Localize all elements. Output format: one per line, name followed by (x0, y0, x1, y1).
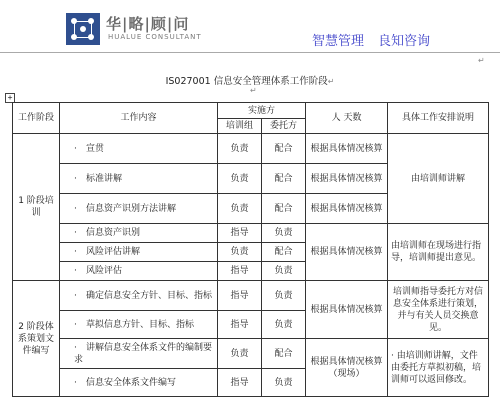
client-role: 配合 (262, 194, 306, 224)
mandays-value: 根据具体情况核算 (306, 194, 388, 224)
client-role: 负责 (262, 262, 306, 281)
bullet: · (74, 290, 77, 301)
trainer-role: 指导 (218, 224, 262, 243)
client-role: 配合 (262, 164, 306, 194)
table-row-content (60, 262, 218, 281)
trainer-role: 负责 (218, 194, 262, 224)
header-content: 工作内容 (60, 103, 218, 134)
mandays-value: 根据具体情况核算 (306, 134, 388, 164)
slogan (312, 30, 444, 49)
client-role: 负责 (262, 311, 306, 339)
bullet: · (74, 143, 77, 154)
header-notes: 具体工作安排说明 (388, 103, 489, 134)
content-text: 信息资产识别 (86, 228, 141, 238)
brand-name-chinese: 华|略|顾|问 (106, 15, 190, 33)
company-logo-icon (66, 13, 100, 45)
bullet: · (74, 342, 77, 353)
stage-1-name: 1 阶段培训 (13, 134, 60, 281)
table-row-content (60, 369, 218, 397)
trainer-role: 指导 (218, 262, 262, 281)
mandays-value: 根据具体情况核算 (306, 164, 388, 194)
bullet: · (74, 319, 77, 330)
client-role: 配合 (262, 243, 306, 262)
client-role: 负责 (262, 369, 306, 397)
content-text: 讲解信息安全体系文件的编制要求 (74, 342, 213, 365)
table-row-content (60, 134, 218, 164)
mandays-value: 根据具体情况核算 (306, 224, 388, 281)
paragraph-mark: ↵ (327, 77, 335, 86)
table-row-content (60, 311, 218, 339)
slogan-conscience-consulting: 良知咨询 (378, 34, 431, 49)
content-text: 风险评估 (86, 266, 123, 276)
bullet: · (74, 203, 77, 214)
trainer-role: 负责 (218, 164, 262, 194)
page-header (0, 0, 500, 52)
header-executor: 实施方 (218, 103, 306, 119)
header-divider (0, 52, 500, 53)
trainer-role: 负责 (218, 134, 262, 164)
trainer-role: 负责 (218, 243, 262, 262)
header-trainer: 培训组 (218, 119, 262, 134)
content-text: 宣贯 (86, 143, 105, 154)
content-text: 信息资产识别方法讲解 (86, 203, 177, 214)
bullet: · (74, 266, 77, 276)
work-stage-table (12, 102, 489, 397)
notes-value: 由培训师讲解 (388, 134, 489, 224)
notes-value: · 由培训师讲解，文件由委托方草拟初稿，培训师可以返回修改。 (388, 339, 489, 397)
stage-2-name: 2 阶段体系策划文件编写 (13, 281, 60, 397)
trainer-role: 指导 (218, 311, 262, 339)
table-row-content (60, 194, 218, 224)
content-text: 草拟信息方针、目标、指标 (86, 319, 195, 330)
content-text: 确定信息安全方针、目标、指标 (86, 290, 213, 301)
content-text: 信息安全体系文件编写 (86, 377, 177, 388)
trainer-role: 负责 (218, 339, 262, 369)
paragraph-mark: ↵ (478, 56, 485, 65)
bullet: · (74, 228, 77, 238)
brand-name-english: HUALUE CONSULTANT (108, 33, 202, 41)
client-role: 负责 (262, 224, 306, 243)
table-row-content (60, 224, 218, 243)
trainer-role: 指导 (218, 369, 262, 397)
table-row-content (60, 339, 218, 369)
notes-value: 由培训师在现场进行指导，培训师提出意见。 (388, 224, 489, 281)
document-title-text: IS027001 信息安全管理体系工作阶段 (165, 76, 328, 87)
client-role: 配合 (262, 339, 306, 369)
client-role: 配合 (262, 134, 306, 164)
header-stage: 工作阶段 (13, 103, 60, 134)
client-role: 负责 (262, 281, 306, 311)
bullet: · (74, 377, 77, 388)
bullet: · (74, 247, 77, 257)
content-text: 标准讲解 (86, 173, 123, 184)
trainer-role: 指导 (218, 281, 262, 311)
mandays-value: 根据具体情况核算（现场） (306, 339, 388, 397)
table-row-content (60, 281, 218, 311)
header-mandays: 人 天数 (306, 103, 388, 134)
content-text: 风险评估讲解 (86, 247, 141, 257)
document-title (0, 73, 500, 87)
header-client: 委托方 (262, 119, 306, 134)
paragraph-mark: ↵ (250, 86, 257, 95)
slogan-wisdom-management: 智慧管理 (312, 34, 365, 49)
bullet: · (74, 173, 77, 184)
notes-value: 培训师指导委托方对信息安全体系进行策划，并与有关人员交换意见。 (388, 281, 489, 339)
table-move-handle[interactable]: + (5, 93, 15, 103)
table-row-content (60, 243, 218, 262)
mandays-value: 根据具体情况核算 (306, 281, 388, 339)
table-row-content (60, 164, 218, 194)
